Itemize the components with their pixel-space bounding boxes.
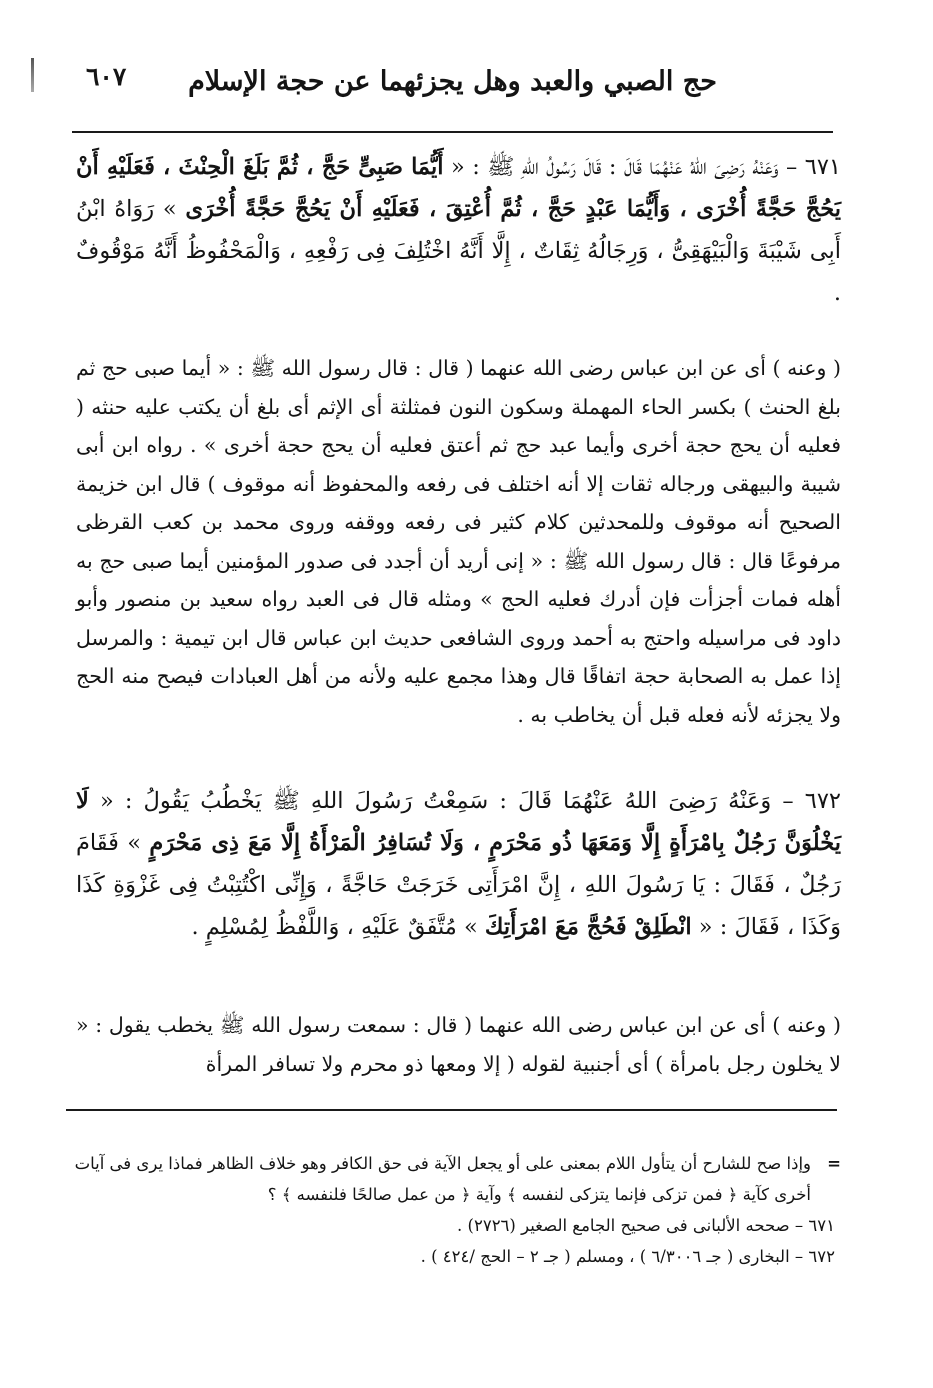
footnotes xyxy=(70,1148,841,1272)
hadith-672-mid: » فَقَامَ رَجُلٌ ، فَقَالَ : يَا رَسُولَ اللهِ ، إِنَّ امْرَأَتِى خَرَجَتْ حَاجَّةً ، وَإِنِّى اكْتُتِبْتُ فِى غَزْوَةِ كَذَا وَكَذَا ، فَقَالَ : « xyxy=(76,830,841,940)
scan-margin-mark xyxy=(31,58,34,92)
hadith-671-text: أَيُّمَا صَبِىٍّ حَجَّ ، ثُمَّ بَلَغَ الْحِنْثَ ، فَعَلَيْهِ أَنْ يَحُجَّ حَجَّةً أُخْرَى ، وَأَيُّمَا عَبْدٍ حَجَّ ، ثُمَّ أُعْتِقَ ، فَعَلَيْهِ أَنْ يَحُجَّ حَجَّةً أُخْرَى xyxy=(76,154,842,222)
hadith-672-text-2: انْطَلِقْ فَحُجَّ مَعَ امْرَأَتِكَ xyxy=(484,914,692,940)
hadith-671-tail: » رَوَاهُ ابْنُ أَبِى شَيْبَةَ وَالْبَيْهَقِىُّ ، وَرِجَالُهُ ثِقَاتٌ ، إِلَّا أَنَّهُ اخْتُلِفَ فِى رَفْعِهِ ، وَالْمَحْفُوظُ أَنَّهُ مَوْقُوفٌ . xyxy=(76,196,841,306)
continuation-mark: = xyxy=(827,1154,841,1173)
footnote-672: ٦٧٢ – البخارى ( جـ ٦/٣٠٠٦ ) ، ومسلم ( جـ ٢ – الحج /٤٢٤ ) . xyxy=(420,1247,835,1266)
footnote-671: ٦٧١ – صححه الألبانى فى صحيح الجامع الصغير (٢٧٢٦) . xyxy=(457,1216,835,1235)
page-number: ٦٠٧ xyxy=(86,62,127,91)
hadith-671-lead: ٦٧١ – وَعَنْهُ رَضِىَ اللهُ عَنْهُمَا قَالَ : قَالَ رَسُولُ اللهِ ﷺ : « xyxy=(450,154,842,180)
commentary-672: ( وعنه ) أى عن ابن عباس رضى الله عنهما ( قال : سمعت رسول الله ﷺ يخطب يقول : « لا يخلون رجل بامرأة ) أى أجنبية لقوله ( إلا ومعها ذو محرم ولا تسافر المرأة xyxy=(76,1013,841,1076)
commentary-671: ( وعنه ) أى عن ابن عباس رضى الله عنهما ( قال : قال رسول الله ﷺ : « أيما صبى حج ثم بلغ الحنث ) بكسر الحاء المهملة وسكون النون فمثلثة أى الإثم أى بلغ أن يكتب عليه حنثه ( فعليه أن يحج حجة أخرى وأيما عبد حج ثم أعتق فعليه أن يحج حجة أخرى » . رواه ابن أبى شيبة والبيهقى ورجاله ثقات إلا أنه اختلف فى رفعه والمحفوظ أنه موقوف ) قال ابن خزيمة الصحيح أنه موقوف وللمحدثين كلام كثير فى رفعه ووقفه وروى محمد بن كعب القرظى مرفوعًا قال : قال رسول الله ﷺ : « إنى أريد أن أجدد فى صدور المؤمنين أيما صبى حج به أهله فمات أجزأت فإن أدرك فعليه الحج » ومثله قال فى العبد رواه سعيد بن منصور وأبو داود فى مراسيله واحتج به أحمد وروى الشافعى حديث ابن عباس قال ابن تيمية : والمرسل إذا عمل به الصحابة حجة اتفاقًا قال وهذا مجمع عليه ولأنه من أهل العبادات فيصح منه الحج ولا يجزئه لأنه فعله قبل أن يخاطب به . xyxy=(76,356,841,727)
hadith-672 xyxy=(76,780,841,948)
footnote-continuation xyxy=(70,1148,841,1210)
hadith-672-tail: » مُتَّفَقٌ عَلَيْهِ ، وَاللَّفْظُ لِمُسْلِمٍ . xyxy=(191,914,478,940)
footnote-divider xyxy=(66,1109,837,1111)
hadith-671 xyxy=(76,146,841,314)
footnote-continuation-text: وإذا صح للشارح أن يتأول اللام بمعنى على أو يجعل الآية فى حق الكافر وهو خلاف الظاهر فماذا يرى فى آيات أخرى كآية ﴿ فمن تزكى فإنما يتزكى لنفسه ﴾ وآية ﴿ من عمل صالحًا فلنفسه ﴾ ؟ xyxy=(74,1154,811,1204)
hadith-672-text-1: لَا يَخْلُوَنَّ رَجُلٌ بِامْرَأَةٍ إِلَّا وَمَعَهَا ذُو مَحْرَمٍ ، وَلَا تُسَافِرُ الْمَرْأَةُ إِلَّا مَعَ ذِى مَحْرَمٍ xyxy=(76,788,841,856)
header-divider xyxy=(72,131,833,133)
running-title: حج الصبي والعبد وهل يجزئهما عن حجة الإسلام xyxy=(188,66,717,97)
hadith-672-lead: ٦٧٢ – وَعَنْهُ رَضِىَ اللهُ عَنْهُمَا قَالَ : سَمِعْتُ رَسُولَ اللهِ ﷺ يَخْطُبُ يَقُولُ : « xyxy=(99,788,841,814)
